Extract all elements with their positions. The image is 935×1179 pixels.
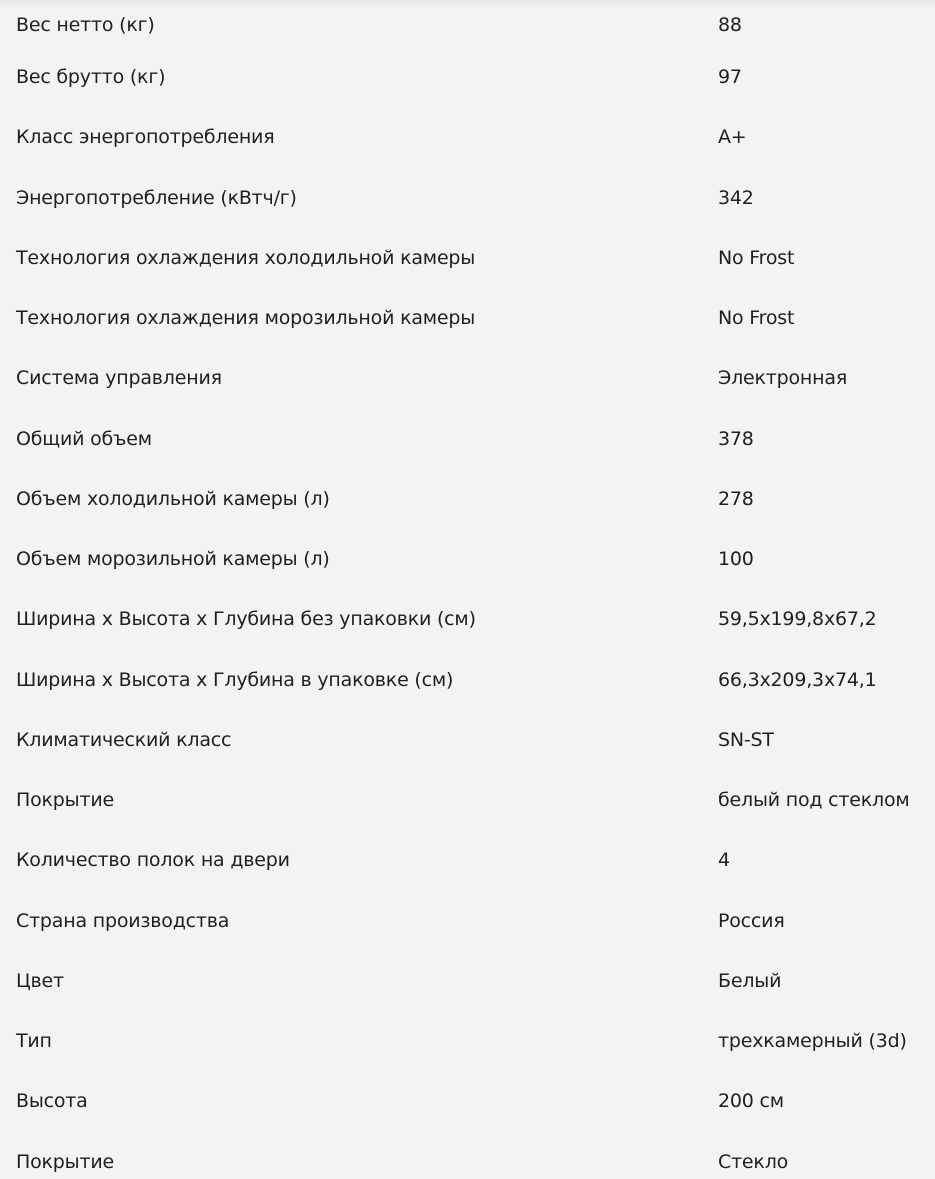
spec-value: 100 bbox=[718, 548, 754, 570]
spec-row-type bbox=[0, 1029, 935, 1053]
spec-value: 200 см bbox=[718, 1090, 784, 1112]
spec-name: Технология охлаждения холодильной камеры bbox=[16, 247, 476, 269]
spec-row-door-shelves bbox=[0, 848, 935, 872]
spec-value: 66,3x209,3x74,1 bbox=[718, 669, 877, 691]
spec-row-freezer-volume bbox=[0, 547, 935, 571]
spec-row-energy-consumption bbox=[0, 186, 935, 210]
spec-row-color bbox=[0, 969, 935, 993]
spec-value: 4 bbox=[718, 849, 730, 871]
spec-value: Стекло bbox=[718, 1151, 789, 1173]
spec-row-coating bbox=[0, 788, 935, 812]
spec-row-climate-class bbox=[0, 728, 935, 752]
spec-name: Тип bbox=[16, 1030, 52, 1052]
spec-value: Электронная bbox=[718, 367, 848, 389]
spec-name: Покрытие bbox=[16, 789, 114, 811]
spec-name: Высота bbox=[16, 1090, 88, 1112]
spec-row-gross-weight bbox=[0, 65, 935, 89]
spec-row-total-volume bbox=[0, 427, 935, 451]
spec-value: No Frost bbox=[718, 307, 795, 329]
spec-value: 342 bbox=[718, 187, 754, 209]
spec-row-net-weight bbox=[0, 13, 935, 37]
spec-value: Россия bbox=[718, 910, 785, 932]
spec-name: Ширина х Высота х Глубина без упаковки (см) bbox=[16, 608, 476, 630]
spec-name: Вес брутто (кг) bbox=[16, 66, 166, 88]
spec-name: Объем морозильной камеры (л) bbox=[16, 548, 330, 570]
spec-name: Покрытие bbox=[16, 1151, 114, 1173]
spec-row-fridge-volume bbox=[0, 487, 935, 511]
spec-value: белый под стеклом bbox=[718, 789, 910, 811]
spec-name: Вес нетто (кг) bbox=[16, 14, 155, 36]
spec-row-dimensions-unpacked bbox=[0, 607, 935, 631]
spec-name: Климатический класс bbox=[16, 729, 232, 751]
spec-name: Система управления bbox=[16, 367, 222, 389]
spec-row-dimensions-packed bbox=[0, 668, 935, 692]
spec-row-energy-class bbox=[0, 125, 935, 149]
spec-name: Цвет bbox=[16, 970, 64, 992]
spec-row-control-system bbox=[0, 366, 935, 390]
spec-value: No Frost bbox=[718, 247, 795, 269]
spec-name: Технология охлаждения морозильной камеры bbox=[16, 307, 476, 329]
spec-name: Общий объем bbox=[16, 428, 152, 450]
spec-row-height bbox=[0, 1089, 935, 1113]
spec-row-fridge-cooling bbox=[0, 246, 935, 270]
spec-row-coating-2 bbox=[0, 1150, 935, 1174]
spec-value: 88 bbox=[718, 14, 742, 36]
spec-value: Белый bbox=[718, 970, 782, 992]
top-shadow bbox=[0, 0, 935, 8]
spec-name: Страна производства bbox=[16, 910, 230, 932]
spec-row-freezer-cooling bbox=[0, 306, 935, 330]
spec-name: Количество полок на двери bbox=[16, 849, 290, 871]
spec-row-country bbox=[0, 909, 935, 933]
spec-value: 97 bbox=[718, 66, 742, 88]
spec-value: трехкамерный (3d) bbox=[718, 1030, 907, 1052]
spec-value: 278 bbox=[718, 488, 754, 510]
spec-value: A+ bbox=[718, 126, 747, 148]
spec-value: 59,5x199,8x67,2 bbox=[718, 608, 877, 630]
spec-name: Ширина х Высота х Глубина в упаковке (см) bbox=[16, 669, 454, 691]
spec-name: Класс энергопотребления bbox=[16, 126, 275, 148]
spec-name: Объем холодильной камеры (л) bbox=[16, 488, 330, 510]
spec-name: Энергопотребление (кВтч/г) bbox=[16, 187, 297, 209]
spec-value: SN-ST bbox=[718, 729, 774, 751]
spec-value: 378 bbox=[718, 428, 754, 450]
